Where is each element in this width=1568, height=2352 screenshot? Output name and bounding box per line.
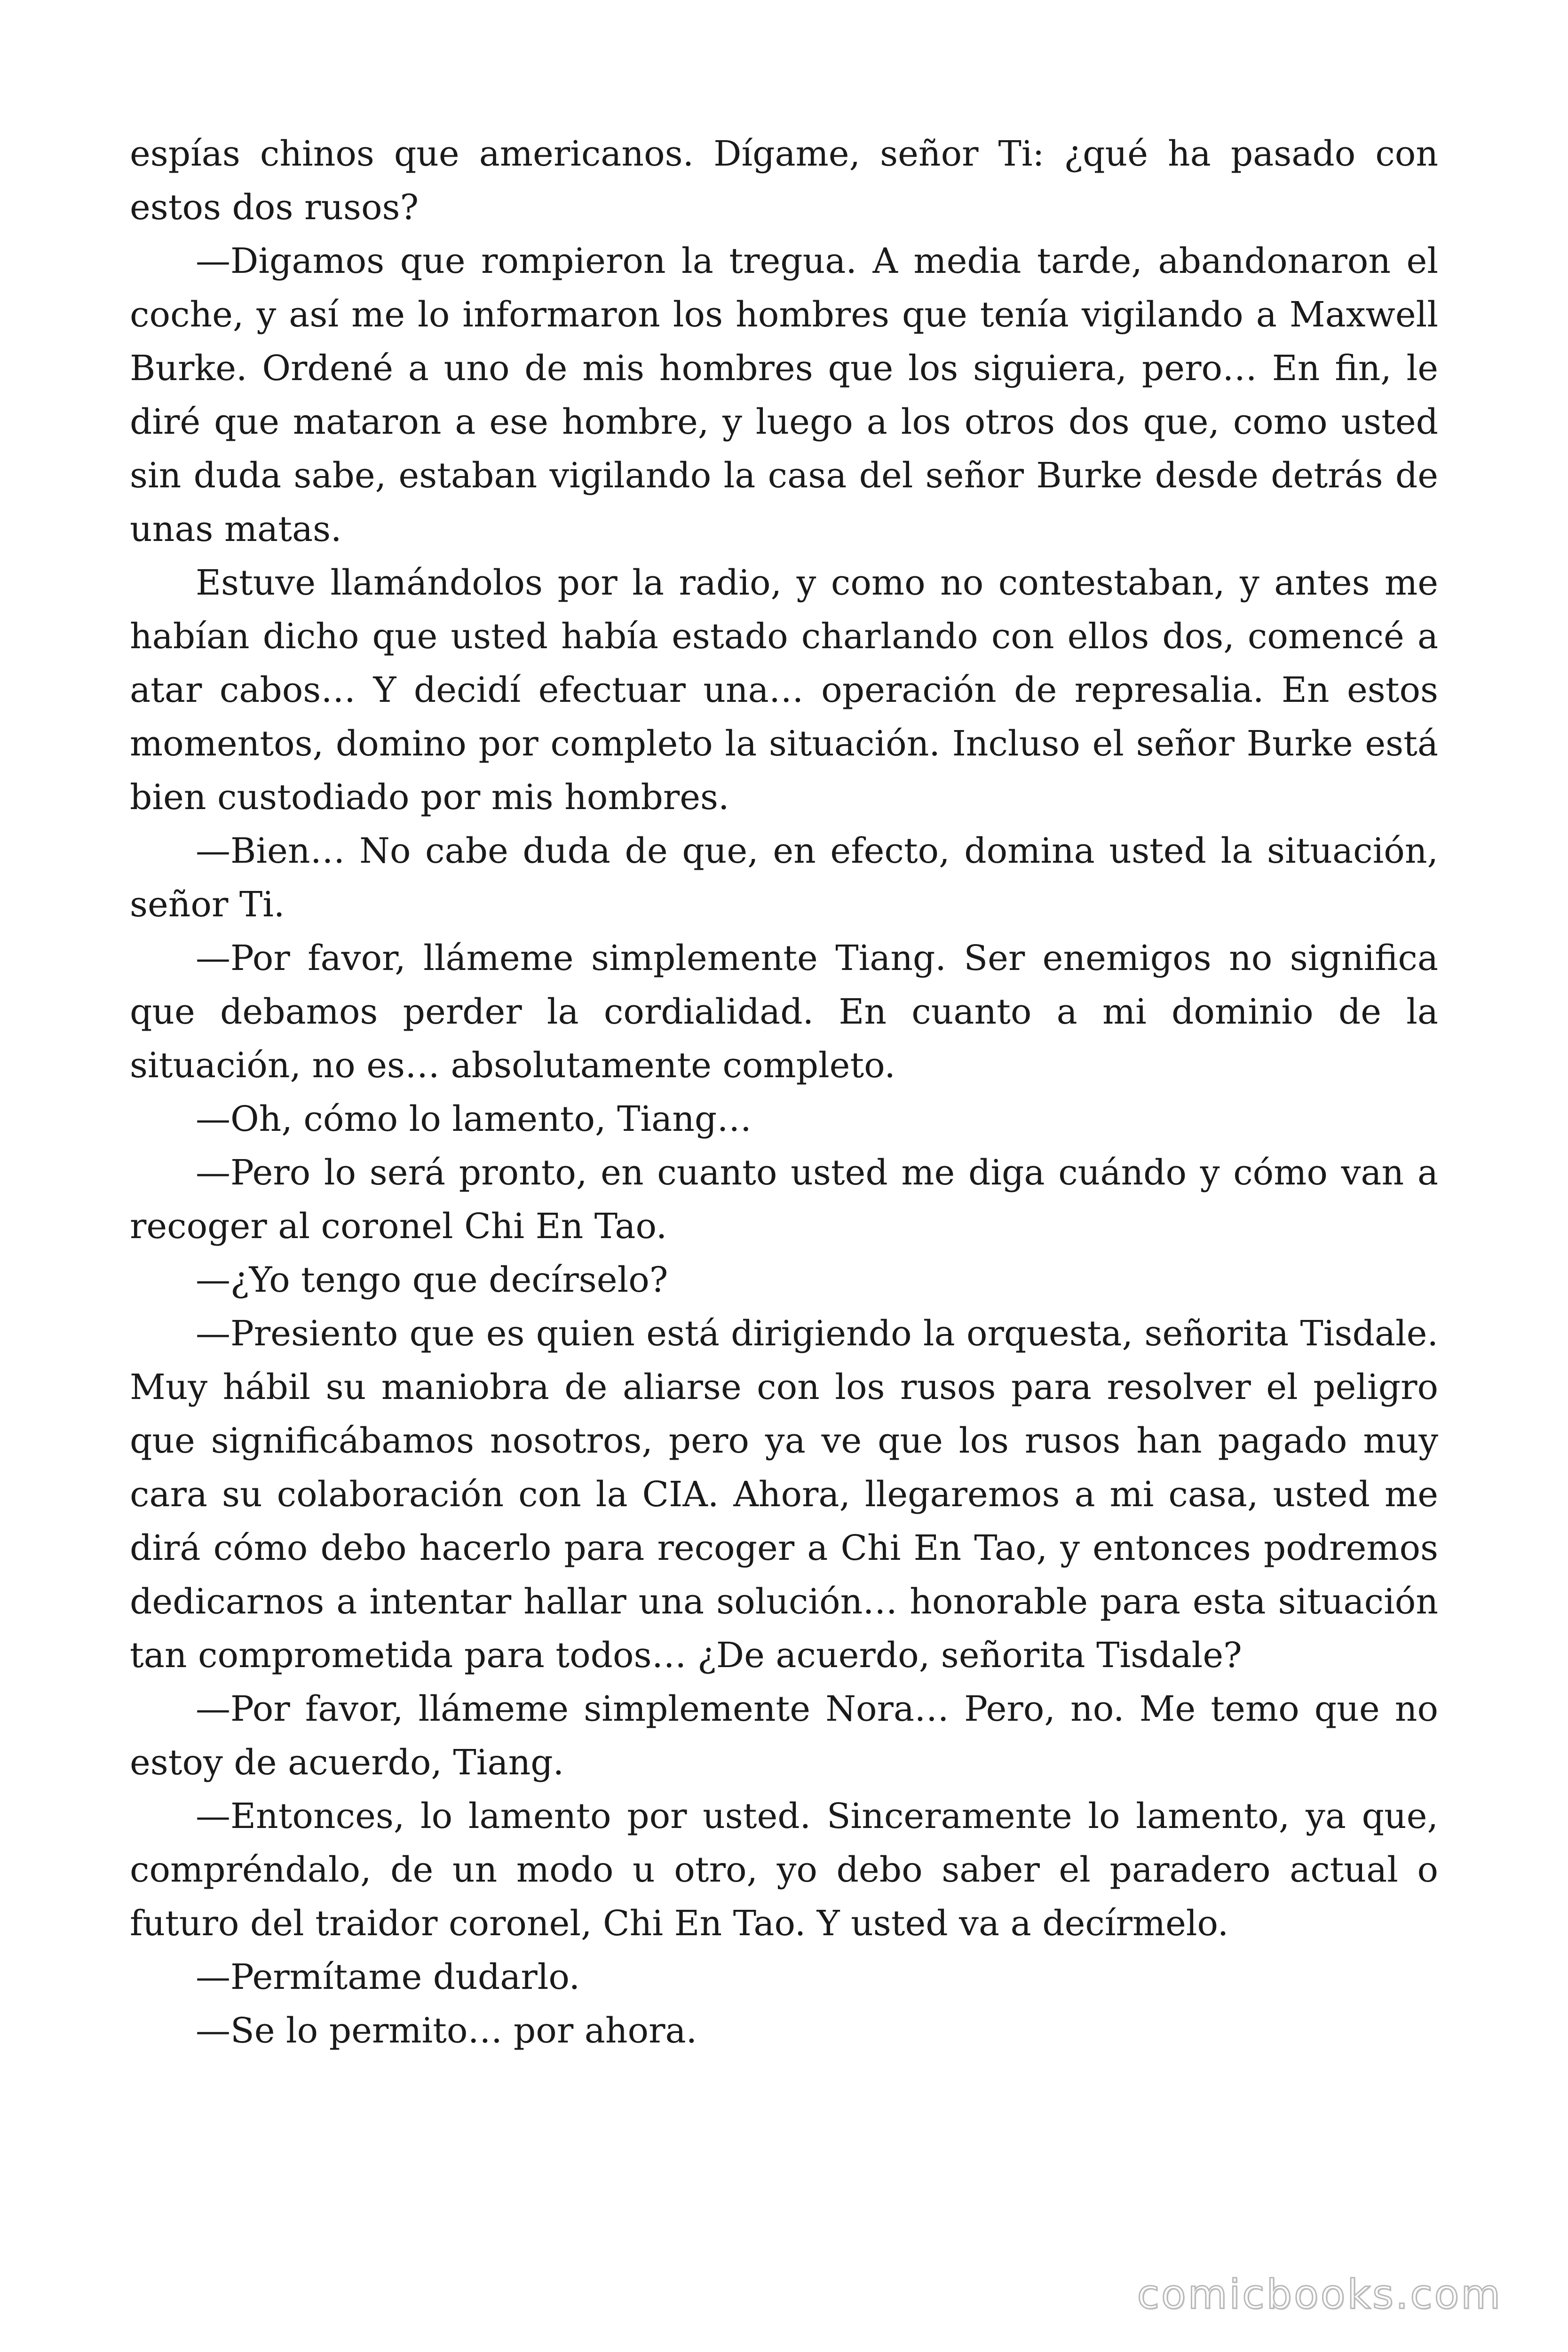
paragraph-7: —Pero lo será pronto, en cuanto usted me diga cuándo y cómo van a recoger al coronel Chi En Tao. <box>130 1152 1438 1247</box>
paragraph-6: —Oh, cómo lo lamento, Tiang… <box>196 1099 752 1139</box>
paragraph-11: —Entonces, lo lamento por usted. Sinceramente lo lamento, ya que, compréndalo, de un modo u otro, yo debo saber el paradero actual o futuro del traidor coronel, Chi En Tao. Y usted va a decírmelo. <box>130 1796 1438 1944</box>
paragraph-5: —Por favor, llámeme simplemente Tiang. Ser enemigos no significa que debamos perder la cordialidad. En cuanto a mi dominio de la situación, no es… absolutamente completo. <box>130 938 1438 1086</box>
paragraph-4: —Bien… No cabe duda de que, en efecto, domina usted la situación, señor Ti. <box>130 831 1438 925</box>
paragraph-12: —Permítame dudarlo. <box>196 1957 580 1997</box>
watermark: comicbooks.com <box>1137 2271 1502 2318</box>
paragraph-3: Estuve llamándolos por la radio, y como no contestaban, y antes me habían dicho que usted había estado charlando con ellos dos, comencé a atar cabos… Y decidí efectuar una… operación de represalia. En estos momentos, domino por completo la situación. Incluso el señor Burke está bien custodiado por mis hombres. <box>130 563 1438 818</box>
paragraph-10: —Por favor, llámeme simplemente Nora… Pero, no. Me temo que no estoy de acuerdo, Tiang. <box>130 1689 1438 1783</box>
paragraph-13: —Se lo permito… por ahora. <box>196 2010 697 2051</box>
paragraph-9: —Presiento que es quien está dirigiendo la orquesta, señorita Tisdale. Muy hábil su maniobra de aliarse con los rusos para resolver el peligro que significábamos nosotros, pero ya ve que los rusos han pagado muy cara su colaboración con la CIA. Ahora, llegaremos a mi casa, usted me dirá cómo debo hacerlo para recoger a Chi En Tao, y entonces podremos dedicarnos a intentar hallar una solución… honorable para esta situación tan comprometida para todos… ¿De acuerdo, señorita Tisdale? <box>130 1313 1438 1676</box>
page-body-text <box>130 127 1438 2058</box>
paragraph-8: —¿Yo tengo que decírselo? <box>196 1260 668 1300</box>
paragraph-2: —Digamos que rompieron la tregua. A media tarde, abandonaron el coche, y así me lo informaron los hombres que tenía vigilando a Maxwell Burke. Ordené a uno de mis hombres que los siguiera, pero… En fin, le diré que mataron a ese hombre, y luego a los otros dos que, como usted sin duda sabe, estaban vigilando la casa del señor Burke desde detrás de unas matas. <box>130 241 1438 549</box>
paragraph-1: espías chinos que americanos. Dígame, señor Ti: ¿qué ha pasado con estos dos rusos? <box>130 134 1438 228</box>
